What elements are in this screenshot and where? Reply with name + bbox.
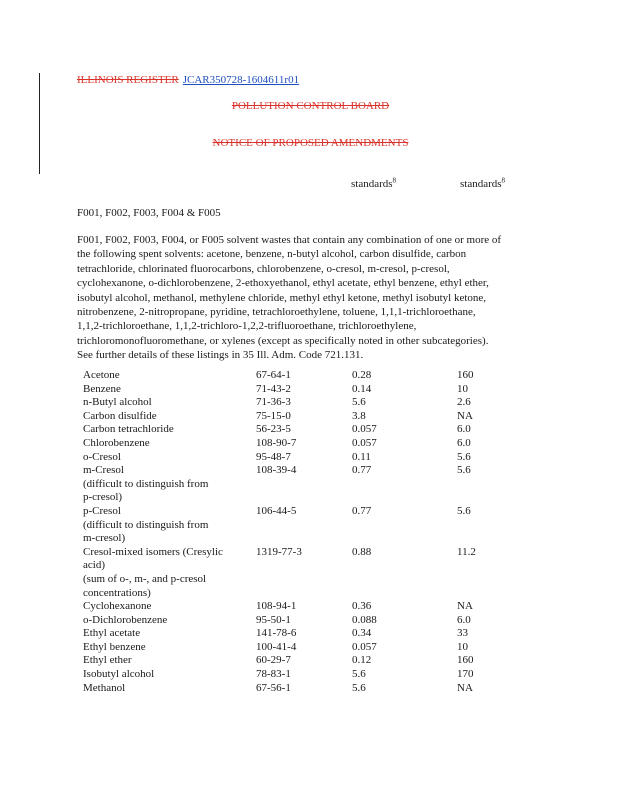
nonwastewater-standard: 5.6 — [457, 450, 471, 463]
wastewater-standard: 0.11 — [352, 450, 371, 463]
constituent-name: Cresol-mixed isomers (Cresylic — [83, 545, 223, 558]
wastewater-standard: 0.34 — [352, 627, 372, 640]
document-header — [77, 74, 299, 86]
nonwastewater-standard: NA — [457, 681, 473, 694]
table-row — [83, 546, 517, 560]
cas-number: 100-41-4 — [256, 640, 297, 653]
constituent-name: o-Cresol — [83, 450, 121, 463]
constituent-name: m-cresol) — [83, 532, 126, 545]
nonwastewater-standard — [457, 559, 517, 573]
wastewater-standard — [352, 519, 457, 533]
wastewater-standard: 0.057 — [352, 640, 377, 653]
description-paragraph — [77, 233, 547, 363]
constituent-name: o-Dichlorobenzene — [83, 613, 168, 626]
paragraph-line: 1,1,2-trichloroethane, 1,1,2-trichloro-1,2,2-trifluoroethane, trichloroethylene, — [77, 320, 417, 333]
table-row — [83, 383, 517, 397]
paragraph-line: tetrachloride, chlorinated fluorocarbons, chlorobenzene, o-cresol, m-cresol, p-cresol, — [77, 262, 450, 275]
nonwastewater-standard — [457, 587, 517, 601]
cas-number: 71-43-2 — [256, 382, 291, 395]
constituent-name: Methanol — [83, 681, 126, 694]
column-head-nonwastewater: standards$^8$ — [460, 176, 506, 190]
table-row — [83, 491, 517, 505]
nonwastewater-standard: 11.2 — [457, 545, 476, 558]
nonwastewater-standard: 33 — [457, 627, 468, 640]
wastewater-standard — [352, 532, 457, 546]
wastewater-standard: 5.6 — [352, 681, 366, 694]
constituent-name: Benzene — [83, 382, 121, 395]
table-row — [83, 505, 517, 519]
wastewater-standard — [352, 573, 457, 587]
constituent-name: concentrations) — [83, 586, 151, 599]
column-head-wastewater: standards$^8$ — [351, 176, 397, 190]
wastewater-standard: 0.057 — [352, 423, 377, 436]
revision-bar — [39, 73, 40, 174]
cas-number: 56-23-5 — [256, 423, 291, 436]
constituent-name: (difficult to distinguish from — [83, 518, 209, 531]
nonwastewater-standard: 170 — [457, 668, 474, 681]
register-title: ILLINOIS REGISTER — [77, 74, 179, 86]
section-heading: F001, F002, F003, F004 & F005 — [77, 207, 221, 219]
cas-number: 108-39-4 — [256, 464, 297, 477]
constituent-name: acid) — [83, 559, 105, 572]
table-row — [83, 627, 517, 641]
cas-number — [256, 532, 352, 546]
constituent-name: Ethyl acetate — [83, 627, 141, 640]
wastewater-standard — [352, 491, 457, 505]
cas-number: 108-90-7 — [256, 436, 297, 449]
constituent-name: m-Cresol — [83, 464, 124, 477]
table-row — [83, 478, 517, 492]
constituent-name: (difficult to distinguish from — [83, 477, 209, 490]
constituent-name: Isobutyl alcohol — [83, 668, 155, 681]
cas-number: 75-15-0 — [256, 409, 291, 422]
wastewater-standard: 0.77 — [352, 464, 372, 477]
paragraph-line: trichloromonofluoromethane, or xylenes (except as specifically noted in other subcategories). — [77, 334, 489, 347]
table-row — [83, 600, 517, 614]
nonwastewater-standard: 10 — [457, 382, 468, 395]
cas-number: 67-64-1 — [256, 369, 291, 381]
cas-number — [256, 559, 352, 573]
cas-number — [256, 519, 352, 533]
paragraph-line: cyclohexanone, o-dichlorobenzene, 2-ethoxyethanol, ethyl acetate, ethyl benzene, ethyl ether, — [77, 277, 489, 290]
wastewater-standard: 0.77 — [352, 504, 372, 517]
table-row — [83, 654, 517, 668]
paragraph-line: isobutyl alcohol, methanol, methylene chloride, methyl ethyl ketone, methyl isobutyl ketone, — [77, 291, 487, 304]
cas-number — [256, 573, 352, 587]
wastewater-standard: 0.088 — [352, 613, 377, 626]
nonwastewater-standard: NA — [457, 600, 473, 613]
cas-number: 60-29-7 — [256, 654, 291, 667]
constituent-name: Ethyl benzene — [83, 640, 146, 653]
cas-number: 78-83-1 — [256, 668, 291, 681]
wastewater-standard: 0.057 — [352, 436, 377, 449]
nonwastewater-standard: 6.0 — [457, 436, 471, 449]
table-row — [83, 396, 517, 410]
table-row — [83, 532, 517, 546]
nonwastewater-standard: 160 — [457, 369, 474, 381]
cas-number — [256, 587, 352, 601]
constituent-name: p-cresol) — [83, 491, 123, 504]
constituent-name: Ethyl ether — [83, 654, 132, 667]
cas-number — [256, 478, 352, 492]
doc-id-link[interactable]: JCAR350728-1604611r01 — [182, 74, 300, 86]
wastewater-standard: 0.14 — [352, 382, 372, 395]
table-row — [83, 423, 517, 437]
table-row — [83, 682, 517, 696]
notice-title: NOTICE OF PROPOSED AMENDMENTS — [212, 137, 409, 149]
wastewater-standard — [352, 587, 457, 601]
wastewater-standard: 5.6 — [352, 668, 366, 681]
nonwastewater-standard — [457, 573, 517, 587]
nonwastewater-standard: NA — [457, 409, 473, 422]
table-row — [83, 559, 517, 573]
cas-number: 95-48-7 — [256, 450, 291, 463]
wastewater-standard: 0.28 — [352, 369, 372, 381]
nonwastewater-standard: 160 — [457, 654, 474, 667]
nonwastewater-standard — [457, 478, 517, 492]
nonwastewater-standard: 5.6 — [457, 464, 471, 477]
table-row — [83, 369, 517, 383]
wastewater-standard: 0.36 — [352, 600, 372, 613]
paragraph-line: F001, F002, F003, F004, or F005 solvent wastes that contain any combination of one or more of — [77, 234, 502, 246]
cas-number — [256, 491, 352, 505]
constituent-name: Chlorobenzene — [83, 436, 150, 449]
nonwastewater-standard — [457, 519, 517, 533]
table-row — [83, 587, 517, 601]
constituent-name: Carbon disulfide — [83, 409, 157, 422]
constituent-name: p-Cresol — [83, 504, 121, 517]
nonwastewater-standard: 10 — [457, 640, 468, 653]
constituent-name: Acetone — [83, 369, 120, 381]
nonwastewater-standard: 2.6 — [457, 396, 471, 409]
table-row — [83, 573, 517, 587]
wastewater-standard: 5.6 — [352, 396, 366, 409]
table-row — [83, 464, 517, 478]
cas-number: 108-94-1 — [256, 600, 297, 613]
board-title: POLLUTION CONTROL BOARD — [231, 100, 390, 112]
constituent-table — [83, 369, 517, 695]
constituent-name: Carbon tetrachloride — [83, 423, 174, 436]
wastewater-standard: 0.12 — [352, 654, 372, 667]
table-row — [83, 451, 517, 465]
cas-number: 106-44-5 — [256, 504, 297, 517]
nonwastewater-standard — [457, 532, 517, 546]
cas-number: 95-50-1 — [256, 613, 291, 626]
paragraph-line: nitrobenzene, 2-nitropropane, pyridine, tetrachloroethylene, toluene, 1,1,1-trichloroethane, — [77, 306, 476, 319]
table-row — [83, 668, 517, 682]
nonwastewater-standard — [457, 491, 517, 505]
table-row — [83, 614, 517, 628]
cas-number: 67-56-1 — [256, 681, 291, 694]
paragraph-line: the following spent solvents: acetone, benzene, n-butyl alcohol, carbon disulfide, carbon — [77, 248, 467, 261]
wastewater-standard: 0.88 — [352, 545, 372, 558]
cas-number: 141-78-6 — [256, 627, 297, 640]
constituent-name: Cyclohexanone — [83, 600, 152, 613]
constituent-name: n-Butyl alcohol — [83, 396, 152, 409]
wastewater-standard: 3.8 — [352, 409, 366, 422]
cas-number: 71-36-3 — [256, 396, 291, 409]
constituent-name: (sum of o-, m-, and p-cresol — [83, 572, 207, 585]
nonwastewater-standard: 5.6 — [457, 504, 471, 517]
table-row — [83, 519, 517, 533]
nonwastewater-standard: 6.0 — [457, 613, 471, 626]
table-row — [83, 437, 517, 451]
table-row — [83, 641, 517, 655]
cas-number: 1319-77-3 — [256, 545, 302, 558]
table-row — [83, 410, 517, 424]
paragraph-line: See further details of these listings in 35 Ill. Adm. Code 721.131. — [77, 349, 364, 362]
wastewater-standard — [352, 559, 457, 573]
nonwastewater-standard: 6.0 — [457, 423, 471, 436]
wastewater-standard — [352, 478, 457, 492]
